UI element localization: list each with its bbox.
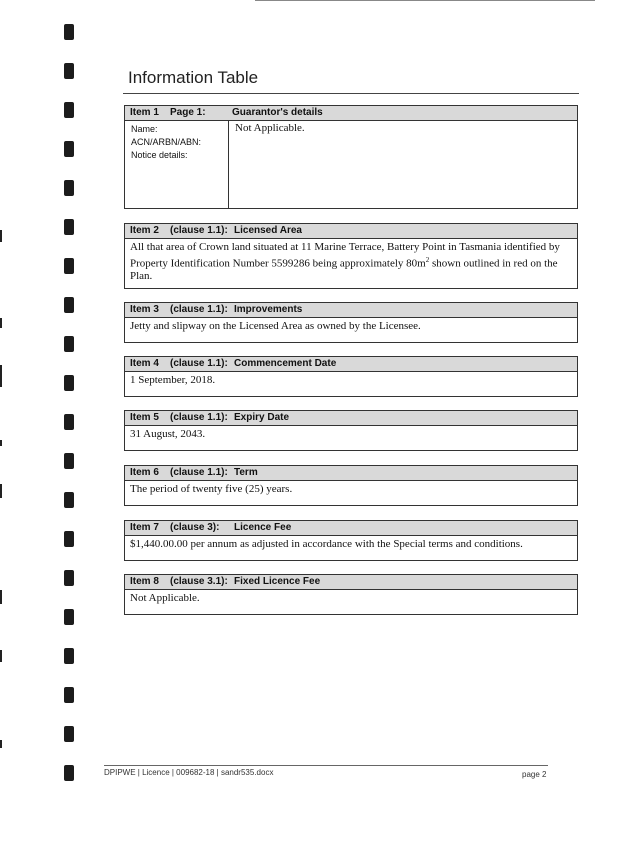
binding-ring bbox=[64, 531, 74, 547]
item-table bbox=[124, 302, 578, 343]
item-table bbox=[124, 574, 578, 615]
table-header bbox=[125, 411, 577, 426]
binding-ring bbox=[64, 726, 74, 742]
item-text-part: shown outlined in red on the Plan. bbox=[130, 257, 558, 282]
field-label: Notice details: bbox=[131, 150, 188, 160]
binding-ring bbox=[64, 258, 74, 274]
item-label: Guarantor's details bbox=[232, 107, 323, 118]
scan-edge-mark bbox=[0, 440, 2, 446]
item-text: Not Applicable. bbox=[130, 592, 200, 604]
item-text: 1 September, 2018. bbox=[130, 374, 216, 386]
item-number: Item 5 bbox=[130, 412, 159, 423]
guarantor-table bbox=[124, 105, 578, 209]
item-number: Item 7 bbox=[130, 522, 159, 533]
item-text: 31 August, 2043. bbox=[130, 428, 206, 440]
field-label: ACN/ARBN/ABN: bbox=[131, 137, 202, 147]
footer-document-ref: DPIPWE | Licence | 009682-18 | sandr535.docx bbox=[104, 768, 274, 777]
item-label: Expiry Date bbox=[234, 412, 290, 423]
footer-rule bbox=[104, 765, 548, 766]
table-header bbox=[125, 303, 577, 318]
item-ref: (clause 1.1): bbox=[170, 467, 228, 478]
item-label: Improvements bbox=[234, 304, 303, 315]
binding-ring bbox=[64, 570, 74, 586]
guarantor-fields bbox=[125, 121, 229, 208]
binding-ring bbox=[64, 609, 74, 625]
item-text bbox=[125, 239, 577, 288]
item-ref: (clause 1.1): bbox=[170, 304, 228, 315]
title-rule bbox=[123, 93, 579, 94]
binding-ring bbox=[64, 180, 74, 196]
item-ref: Page 1: bbox=[170, 107, 206, 118]
binding-ring bbox=[64, 687, 74, 703]
footer-page-number: page 2 bbox=[522, 770, 547, 779]
item-ref: (clause 1.1): bbox=[170, 225, 228, 236]
spiral-binding bbox=[60, 0, 78, 856]
binding-ring bbox=[64, 414, 74, 430]
page-title: Information Table bbox=[128, 68, 259, 87]
item-ref: (clause 1.1): bbox=[170, 412, 228, 423]
binding-ring bbox=[64, 24, 74, 40]
binding-ring bbox=[64, 219, 74, 235]
item-table bbox=[124, 410, 578, 451]
binding-ring bbox=[64, 453, 74, 469]
item-label: Licensed Area bbox=[234, 225, 302, 236]
item-label: Term bbox=[234, 467, 258, 478]
binding-ring bbox=[64, 765, 74, 781]
item-ref: (clause 3): bbox=[170, 522, 220, 533]
item-text-part: All that area of Crown land situated at 11 Marine Terrace, Battery Point in Tasmania identified by Property Identification Number 5599286 being approximately 80m bbox=[130, 241, 560, 270]
item-label: Commencement Date bbox=[234, 358, 337, 369]
guarantor-value: Not Applicable. bbox=[235, 122, 305, 134]
table-header bbox=[125, 357, 577, 372]
item-table bbox=[124, 223, 578, 289]
item-ref: (clause 1.1): bbox=[170, 358, 228, 369]
item-number: Item 2 bbox=[130, 225, 159, 236]
table-header bbox=[125, 466, 577, 481]
item-ref: (clause 3.1): bbox=[170, 576, 228, 587]
binding-ring bbox=[64, 648, 74, 664]
item-number: Item 1 bbox=[130, 107, 159, 118]
scan-edge-mark bbox=[0, 650, 2, 662]
scan-edge-mark bbox=[0, 590, 2, 604]
table-header bbox=[125, 521, 577, 536]
binding-ring bbox=[64, 297, 74, 313]
binding-ring bbox=[64, 63, 74, 79]
field-label: Name: bbox=[131, 124, 158, 134]
binding-ring bbox=[64, 141, 74, 157]
scan-edge-mark bbox=[0, 740, 2, 748]
item-number: Item 6 bbox=[130, 467, 159, 478]
scan-edge-mark bbox=[0, 365, 2, 387]
item-text: Jetty and slipway on the Licensed Area as owned by the Licensee. bbox=[130, 320, 421, 332]
item-table bbox=[124, 356, 578, 397]
superscript: 2 bbox=[425, 255, 430, 264]
item-text: $1,440.00.00 per annum as adjusted in accordance with the Special terms and conditions. bbox=[130, 538, 523, 550]
guarantor-body bbox=[125, 121, 577, 208]
scan-top-line bbox=[255, 0, 595, 1]
item-label: Fixed Licence Fee bbox=[234, 576, 321, 587]
table-header bbox=[125, 224, 577, 239]
item-number: Item 4 bbox=[130, 358, 159, 369]
binding-ring bbox=[64, 492, 74, 508]
item-number: Item 3 bbox=[130, 304, 159, 315]
scan-edge-mark bbox=[0, 484, 2, 498]
item-table bbox=[124, 520, 578, 561]
table-header bbox=[125, 106, 577, 121]
binding-ring bbox=[64, 336, 74, 352]
scan-edge-mark bbox=[0, 230, 2, 242]
item-table bbox=[124, 465, 578, 506]
scan-edge-mark bbox=[0, 318, 2, 328]
table-header bbox=[125, 575, 577, 590]
item-label: Licence Fee bbox=[234, 522, 292, 533]
binding-ring bbox=[64, 375, 74, 391]
binding-ring bbox=[64, 102, 74, 118]
item-number: Item 8 bbox=[130, 576, 159, 587]
item-text: The period of twenty five (25) years. bbox=[130, 483, 293, 495]
